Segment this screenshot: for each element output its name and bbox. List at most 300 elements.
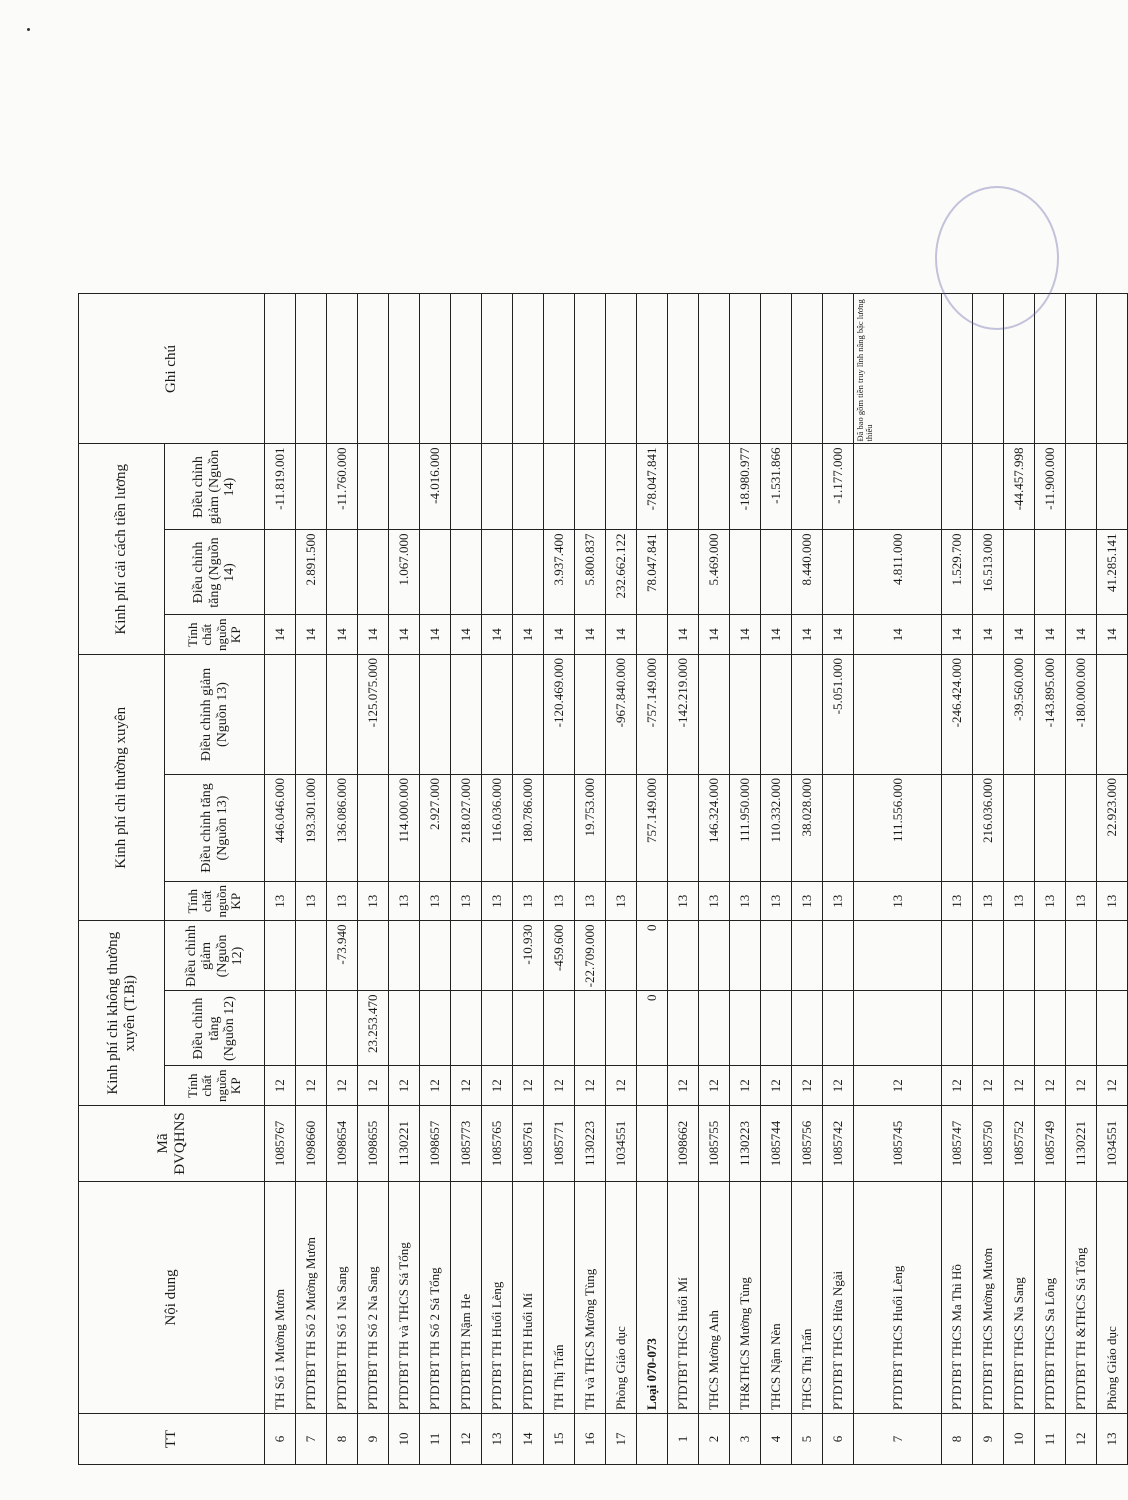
cell-g13 (451, 655, 482, 775)
table-row (265, 294, 296, 1465)
cell-ma: 1085761 (513, 1106, 544, 1182)
cell-tt: 10 (389, 1414, 420, 1465)
cell-k13: 13 (854, 882, 942, 922)
cell-k12: 12 (265, 1066, 296, 1106)
cell-k14: 14 (544, 615, 575, 655)
cell-t12 (544, 991, 575, 1066)
cell-t14 (327, 530, 358, 615)
cell-k13: 13 (792, 882, 823, 922)
cell-name: Phòng Giáo dục (606, 1182, 637, 1414)
table-row (606, 294, 637, 1465)
cell-g14 (1097, 444, 1128, 530)
cell-t13 (1035, 775, 1066, 882)
cell-name: TH và THCS Mường Tùng (575, 1182, 606, 1414)
cell-t14: 16.513.000 (973, 530, 1004, 615)
cell-g13: -120.469.000 (544, 655, 575, 775)
cell-name: THCS Nậm Nèn (761, 1182, 792, 1414)
cell-k12: 12 (482, 1066, 513, 1106)
cell-note (1035, 294, 1066, 444)
cell-name: TH Số 1 Mường Mươn (265, 1182, 296, 1414)
cell-t14 (1004, 530, 1035, 615)
cell-tt: 13 (1097, 1414, 1128, 1465)
cell-k14: 14 (1097, 615, 1128, 655)
cell-k12: 12 (606, 1066, 637, 1106)
cell-k13: 13 (420, 882, 451, 922)
cell-tt: 2 (699, 1414, 730, 1465)
cell-k14: 14 (1066, 615, 1097, 655)
cell-t12 (513, 991, 544, 1066)
cell-k13: 13 (513, 882, 544, 922)
table-row (358, 294, 389, 1465)
cell-t12 (575, 991, 606, 1066)
cell-g14: -4.016.000 (420, 444, 451, 530)
cell-k13: 13 (1004, 882, 1035, 922)
cell-g14: -78.047.841 (637, 444, 668, 530)
cell-note (1097, 294, 1128, 444)
cell-name: PTDTBT THCS Mường Mươn (973, 1182, 1004, 1414)
table-row (544, 294, 575, 1465)
cell-t12 (1066, 991, 1097, 1066)
cell-name: PTDTBT TH Nậm He (451, 1182, 482, 1414)
header-group-thuong-xuyen: Kinh phí chi thường xuyên (79, 655, 165, 922)
cell-g14: -44.457.998 (1004, 444, 1035, 530)
cell-k12: 12 (973, 1066, 1004, 1106)
cell-note (792, 294, 823, 444)
cell-k13: 13 (668, 882, 699, 922)
cell-g13: -39.560.000 (1004, 655, 1035, 775)
table-row (668, 294, 699, 1465)
cell-g13 (730, 655, 761, 775)
table-row (1035, 294, 1066, 1465)
cell-note (265, 294, 296, 444)
cell-t13: 193.301.000 (296, 775, 327, 882)
cell-t13 (1066, 775, 1097, 882)
cell-k12: 12 (358, 1066, 389, 1106)
cell-t14: 8.440.000 (792, 530, 823, 615)
header-tang-13: Điều chỉnh tăng (Nguồn 13) (165, 775, 265, 882)
cell-tt: 9 (358, 1414, 389, 1465)
cell-note (730, 294, 761, 444)
cell-g13: -246.424.000 (942, 655, 973, 775)
header-tt: TT (79, 1414, 265, 1465)
cell-k12: 12 (761, 1066, 792, 1106)
cell-t12 (668, 991, 699, 1066)
cell-g13 (1097, 655, 1128, 775)
header-giam-13: Điều chỉnh giảm (Nguồn 13) (165, 655, 265, 775)
cell-g12 (761, 921, 792, 991)
cell-k14: 14 (1004, 615, 1035, 655)
cell-k13: 13 (389, 882, 420, 922)
cell-t12 (420, 991, 451, 1066)
cell-t14 (451, 530, 482, 615)
cell-t13: 38.028.000 (792, 775, 823, 882)
cell-k14: 14 (575, 615, 606, 655)
cell-g14 (389, 444, 420, 530)
cell-k13: 13 (1035, 882, 1066, 922)
header-tang-14: Điều chỉnh tăng (Nguồn 14) (165, 530, 265, 615)
cell-k13: 13 (451, 882, 482, 922)
cell-k13: 13 (296, 882, 327, 922)
cell-t12 (792, 991, 823, 1066)
cell-g14 (854, 444, 942, 530)
cell-t14 (761, 530, 792, 615)
cell-g14: -11.760.000 (327, 444, 358, 530)
cell-t13: 218.027.000 (451, 775, 482, 882)
table-row (482, 294, 513, 1465)
header-noi-dung: Nội dung (79, 1182, 265, 1414)
cell-t13 (544, 775, 575, 882)
cell-t14 (823, 530, 854, 615)
cell-tt: 13 (482, 1414, 513, 1465)
cell-g14: -1.531.866 (761, 444, 792, 530)
cell-t13: 180.786.000 (513, 775, 544, 882)
cell-g13 (575, 655, 606, 775)
cell-note (575, 294, 606, 444)
cell-ma: 1034551 (1097, 1106, 1128, 1182)
cell-k14: 14 (389, 615, 420, 655)
cell-k12: 12 (451, 1066, 482, 1106)
cell-g12: 0 (637, 921, 668, 991)
cell-t13 (942, 775, 973, 882)
cell-note (389, 294, 420, 444)
cell-note (296, 294, 327, 444)
cell-tt: 10 (1004, 1414, 1035, 1465)
header-giam-14: Điều chỉnh giảm (Nguồn 14) (165, 444, 265, 530)
cell-t14 (358, 530, 389, 615)
cell-note (637, 294, 668, 444)
cell-g13 (420, 655, 451, 775)
cell-g13: -5.051.000 (823, 655, 854, 775)
cell-ma: 1130221 (1066, 1106, 1097, 1182)
table-row (1004, 294, 1035, 1465)
cell-t13: 2.927.000 (420, 775, 451, 882)
cell-t12 (730, 991, 761, 1066)
cell-ma: 1085745 (854, 1106, 942, 1182)
cell-g14 (544, 444, 575, 530)
cell-ma: 1098655 (358, 1106, 389, 1182)
cell-tt: 14 (513, 1414, 544, 1465)
cell-k14: 14 (730, 615, 761, 655)
cell-t13: 216.036.000 (973, 775, 1004, 882)
cell-note (1066, 294, 1097, 444)
cell-note (327, 294, 358, 444)
cell-g14: -11.819.001 (265, 444, 296, 530)
cell-t14: 41.285.141 (1097, 530, 1128, 615)
table-row (451, 294, 482, 1465)
cell-ma: 1130221 (389, 1106, 420, 1182)
cell-note (606, 294, 637, 444)
cell-note (358, 294, 389, 444)
table-row (513, 294, 544, 1465)
cell-tt: 1 (668, 1414, 699, 1465)
cell-tt: 7 (854, 1414, 942, 1465)
cell-name: PTDTBT THCS Na Sang (1004, 1182, 1035, 1414)
cell-g13: -757.149.000 (637, 655, 668, 775)
cell-k13: 13 (942, 882, 973, 922)
cell-tt: 11 (1035, 1414, 1066, 1465)
cell-k12: 12 (575, 1066, 606, 1106)
cell-note (513, 294, 544, 444)
cell-k12: 12 (420, 1066, 451, 1106)
cell-k13: 13 (973, 882, 1004, 922)
cell-t12 (1004, 991, 1035, 1066)
cell-t13: 136.086.000 (327, 775, 358, 882)
cell-g12 (668, 921, 699, 991)
table-row (1066, 294, 1097, 1465)
cell-k14: 14 (823, 615, 854, 655)
table-row (730, 294, 761, 1465)
cell-g12 (296, 921, 327, 991)
cell-note (942, 294, 973, 444)
table-row (1097, 294, 1128, 1465)
cell-t13: 19.753.000 (575, 775, 606, 882)
cell-k13: 13 (544, 882, 575, 922)
cell-k14: 14 (513, 615, 544, 655)
cell-g13: -180.000.000 (1066, 655, 1097, 775)
table-row (854, 294, 942, 1465)
cell-g14 (575, 444, 606, 530)
cell-t12 (699, 991, 730, 1066)
cell-t14: 3.937.400 (544, 530, 575, 615)
cell-ma: 1130223 (575, 1106, 606, 1182)
table-row (327, 294, 358, 1465)
cell-ma: 1130223 (730, 1106, 761, 1182)
cell-tt: 8 (327, 1414, 358, 1465)
cell-name: TH&THCS Mường Tùng (730, 1182, 761, 1414)
cell-g12: -73.940 (327, 921, 358, 991)
cell-ma: 1085749 (1035, 1106, 1066, 1182)
cell-k13: 13 (575, 882, 606, 922)
cell-g13 (389, 655, 420, 775)
cell-k14 (637, 615, 668, 655)
cell-g14 (973, 444, 1004, 530)
cell-t14: 232.662.122 (606, 530, 637, 615)
cell-g12 (606, 921, 637, 991)
cell-t12 (942, 991, 973, 1066)
header-giam-12: Điều chỉnh giảm (Nguồn 12) (165, 921, 265, 991)
cell-name: PTDTBT THCS Hừa Ngài (823, 1182, 854, 1414)
cell-ma: 1098657 (420, 1106, 451, 1182)
cell-note (1004, 294, 1035, 444)
cell-g12 (730, 921, 761, 991)
cell-k12: 12 (699, 1066, 730, 1106)
cell-tt (637, 1414, 668, 1465)
cell-t13 (606, 775, 637, 882)
cell-note: Đã bao gồm tiền truy lĩnh nâng bậc lương thiếu (854, 294, 942, 444)
cell-t12 (1035, 991, 1066, 1066)
cell-t13: 22.923.000 (1097, 775, 1128, 882)
cell-k14: 14 (265, 615, 296, 655)
cell-t12 (265, 991, 296, 1066)
cell-k14: 14 (699, 615, 730, 655)
cell-t12 (1097, 991, 1128, 1066)
cell-k12: 12 (1097, 1066, 1128, 1106)
cell-g14 (942, 444, 973, 530)
cell-note (668, 294, 699, 444)
cell-t13: 116.036.000 (482, 775, 513, 882)
cell-k14: 14 (606, 615, 637, 655)
cell-k13: 13 (606, 882, 637, 922)
cell-g14 (1066, 444, 1097, 530)
cell-note (451, 294, 482, 444)
cell-t14: 2.891.500 (296, 530, 327, 615)
cell-g14 (606, 444, 637, 530)
cell-tt: 8 (942, 1414, 973, 1465)
cell-tt: 12 (1066, 1414, 1097, 1465)
cell-t12 (327, 991, 358, 1066)
cell-t12 (451, 991, 482, 1066)
cell-g13 (482, 655, 513, 775)
cell-t14: 5.800.837 (575, 530, 606, 615)
header-tinh-chat-13: Tính chất nguồn KP (165, 882, 265, 922)
cell-t12 (823, 991, 854, 1066)
table-row (575, 294, 606, 1465)
cell-name: PTDTBT TH Số 2 Na Sang (358, 1182, 389, 1414)
cell-g14 (358, 444, 389, 530)
cell-t12 (854, 991, 942, 1066)
header-tang-12: Điều chỉnh tăng (Nguồn 12) (165, 991, 265, 1066)
cell-k13 (637, 882, 668, 922)
cell-k13: 13 (1097, 882, 1128, 922)
cell-g12 (1066, 921, 1097, 991)
cell-k12 (637, 1066, 668, 1106)
cell-name: PTDTBT THCS Huổi Lèng (854, 1182, 942, 1414)
cell-g14: -11.900.000 (1035, 444, 1066, 530)
cell-t13: 757.149.000 (637, 775, 668, 882)
cell-k14: 14 (296, 615, 327, 655)
header-tinh-chat-14: Tính chất nguồn KP (165, 615, 265, 655)
cell-tt: 6 (265, 1414, 296, 1465)
cell-k12: 12 (823, 1066, 854, 1106)
header-ghi-chu: Ghi chú (79, 294, 265, 444)
cell-ma: 1085773 (451, 1106, 482, 1182)
cell-g14 (668, 444, 699, 530)
cell-t14: 1.529.700 (942, 530, 973, 615)
cell-g13 (296, 655, 327, 775)
cell-g13 (699, 655, 730, 775)
scan-speck (27, 28, 30, 31)
cell-g14: -1.177.000 (823, 444, 854, 530)
cell-g12 (1097, 921, 1128, 991)
cell-t12 (296, 991, 327, 1066)
cell-name: PTDTBT THCS Sa Lông (1035, 1182, 1066, 1414)
header-group-khong-thuong-xuyen: Kinh phí chi không thường xuyên (T.Bị) (79, 921, 165, 1106)
cell-tt: 11 (420, 1414, 451, 1465)
cell-g12 (942, 921, 973, 991)
cell-ma: 1085752 (1004, 1106, 1035, 1182)
cell-ma: 1085744 (761, 1106, 792, 1182)
cell-g12 (792, 921, 823, 991)
cell-k14: 14 (420, 615, 451, 655)
cell-g14 (792, 444, 823, 530)
cell-note (761, 294, 792, 444)
cell-name: THCS Thị Trấn (792, 1182, 823, 1414)
cell-k14: 14 (451, 615, 482, 655)
cell-k12: 12 (854, 1066, 942, 1106)
cell-tt: 4 (761, 1414, 792, 1465)
cell-t12 (606, 991, 637, 1066)
cell-k13: 13 (761, 882, 792, 922)
cell-t12: 23.253.470 (358, 991, 389, 1066)
cell-t13: 111.950.000 (730, 775, 761, 882)
cell-g12 (973, 921, 1004, 991)
cell-t14: 5.469.000 (699, 530, 730, 615)
cell-k13: 13 (482, 882, 513, 922)
cell-k14: 14 (973, 615, 1004, 655)
cell-g12 (482, 921, 513, 991)
cell-tt: 3 (730, 1414, 761, 1465)
cell-g13 (513, 655, 544, 775)
table-row (420, 294, 451, 1465)
cell-t14 (513, 530, 544, 615)
cell-ma: 1085747 (942, 1106, 973, 1182)
table-row (389, 294, 420, 1465)
cell-name: PTDTBT TH Huổi Mí (513, 1182, 544, 1414)
cell-ma: 1085765 (482, 1106, 513, 1182)
table-row (973, 294, 1004, 1465)
cell-ma (637, 1106, 668, 1182)
cell-t14: 4.811.000 (854, 530, 942, 615)
cell-g13 (265, 655, 296, 775)
header-tinh-chat-12: Tính chất nguồn KP (165, 1066, 265, 1106)
cell-ma: 1085742 (823, 1106, 854, 1182)
table-row (942, 294, 973, 1465)
cell-t14 (420, 530, 451, 615)
cell-k14: 14 (854, 615, 942, 655)
cell-k12: 12 (792, 1066, 823, 1106)
cell-ma: 1085755 (699, 1106, 730, 1182)
cell-tt: 12 (451, 1414, 482, 1465)
table-row (296, 294, 327, 1465)
cell-g12 (420, 921, 451, 991)
cell-ma: 1098662 (668, 1106, 699, 1182)
cell-k13: 13 (823, 882, 854, 922)
cell-k13: 13 (730, 882, 761, 922)
cell-k12: 12 (1035, 1066, 1066, 1106)
cell-k14: 14 (482, 615, 513, 655)
cell-note (544, 294, 575, 444)
cell-k12: 12 (668, 1066, 699, 1106)
cell-name: PTDTBT TH Số 2 Sá Tổng (420, 1182, 451, 1414)
cell-t14 (482, 530, 513, 615)
cell-ma: 1085756 (792, 1106, 823, 1182)
cell-k14: 14 (327, 615, 358, 655)
cell-name: PTDTBT THCS Huổi Mí (668, 1182, 699, 1414)
cell-name: TH Thị Trấn (544, 1182, 575, 1414)
cell-tt: 6 (823, 1414, 854, 1465)
cell-g12 (451, 921, 482, 991)
cell-name: Phòng Giáo dục (1097, 1182, 1128, 1414)
cell-k12: 12 (1004, 1066, 1035, 1106)
table-row (761, 294, 792, 1465)
cell-k13: 13 (358, 882, 389, 922)
cell-g13 (327, 655, 358, 775)
cell-k14: 14 (942, 615, 973, 655)
cell-t12 (761, 991, 792, 1066)
cell-note (699, 294, 730, 444)
cell-t13 (1004, 775, 1035, 882)
cell-name: PTDTBT THCS Ma Thì Hồ (942, 1182, 973, 1414)
cell-k12: 12 (327, 1066, 358, 1106)
cell-t13: 114.000.000 (389, 775, 420, 882)
cell-g12 (823, 921, 854, 991)
cell-ma: 1085771 (544, 1106, 575, 1182)
cell-ma: 1098660 (296, 1106, 327, 1182)
cell-g12 (1004, 921, 1035, 991)
cell-tt: 7 (296, 1414, 327, 1465)
cell-k14: 14 (1035, 615, 1066, 655)
cell-k14: 14 (761, 615, 792, 655)
